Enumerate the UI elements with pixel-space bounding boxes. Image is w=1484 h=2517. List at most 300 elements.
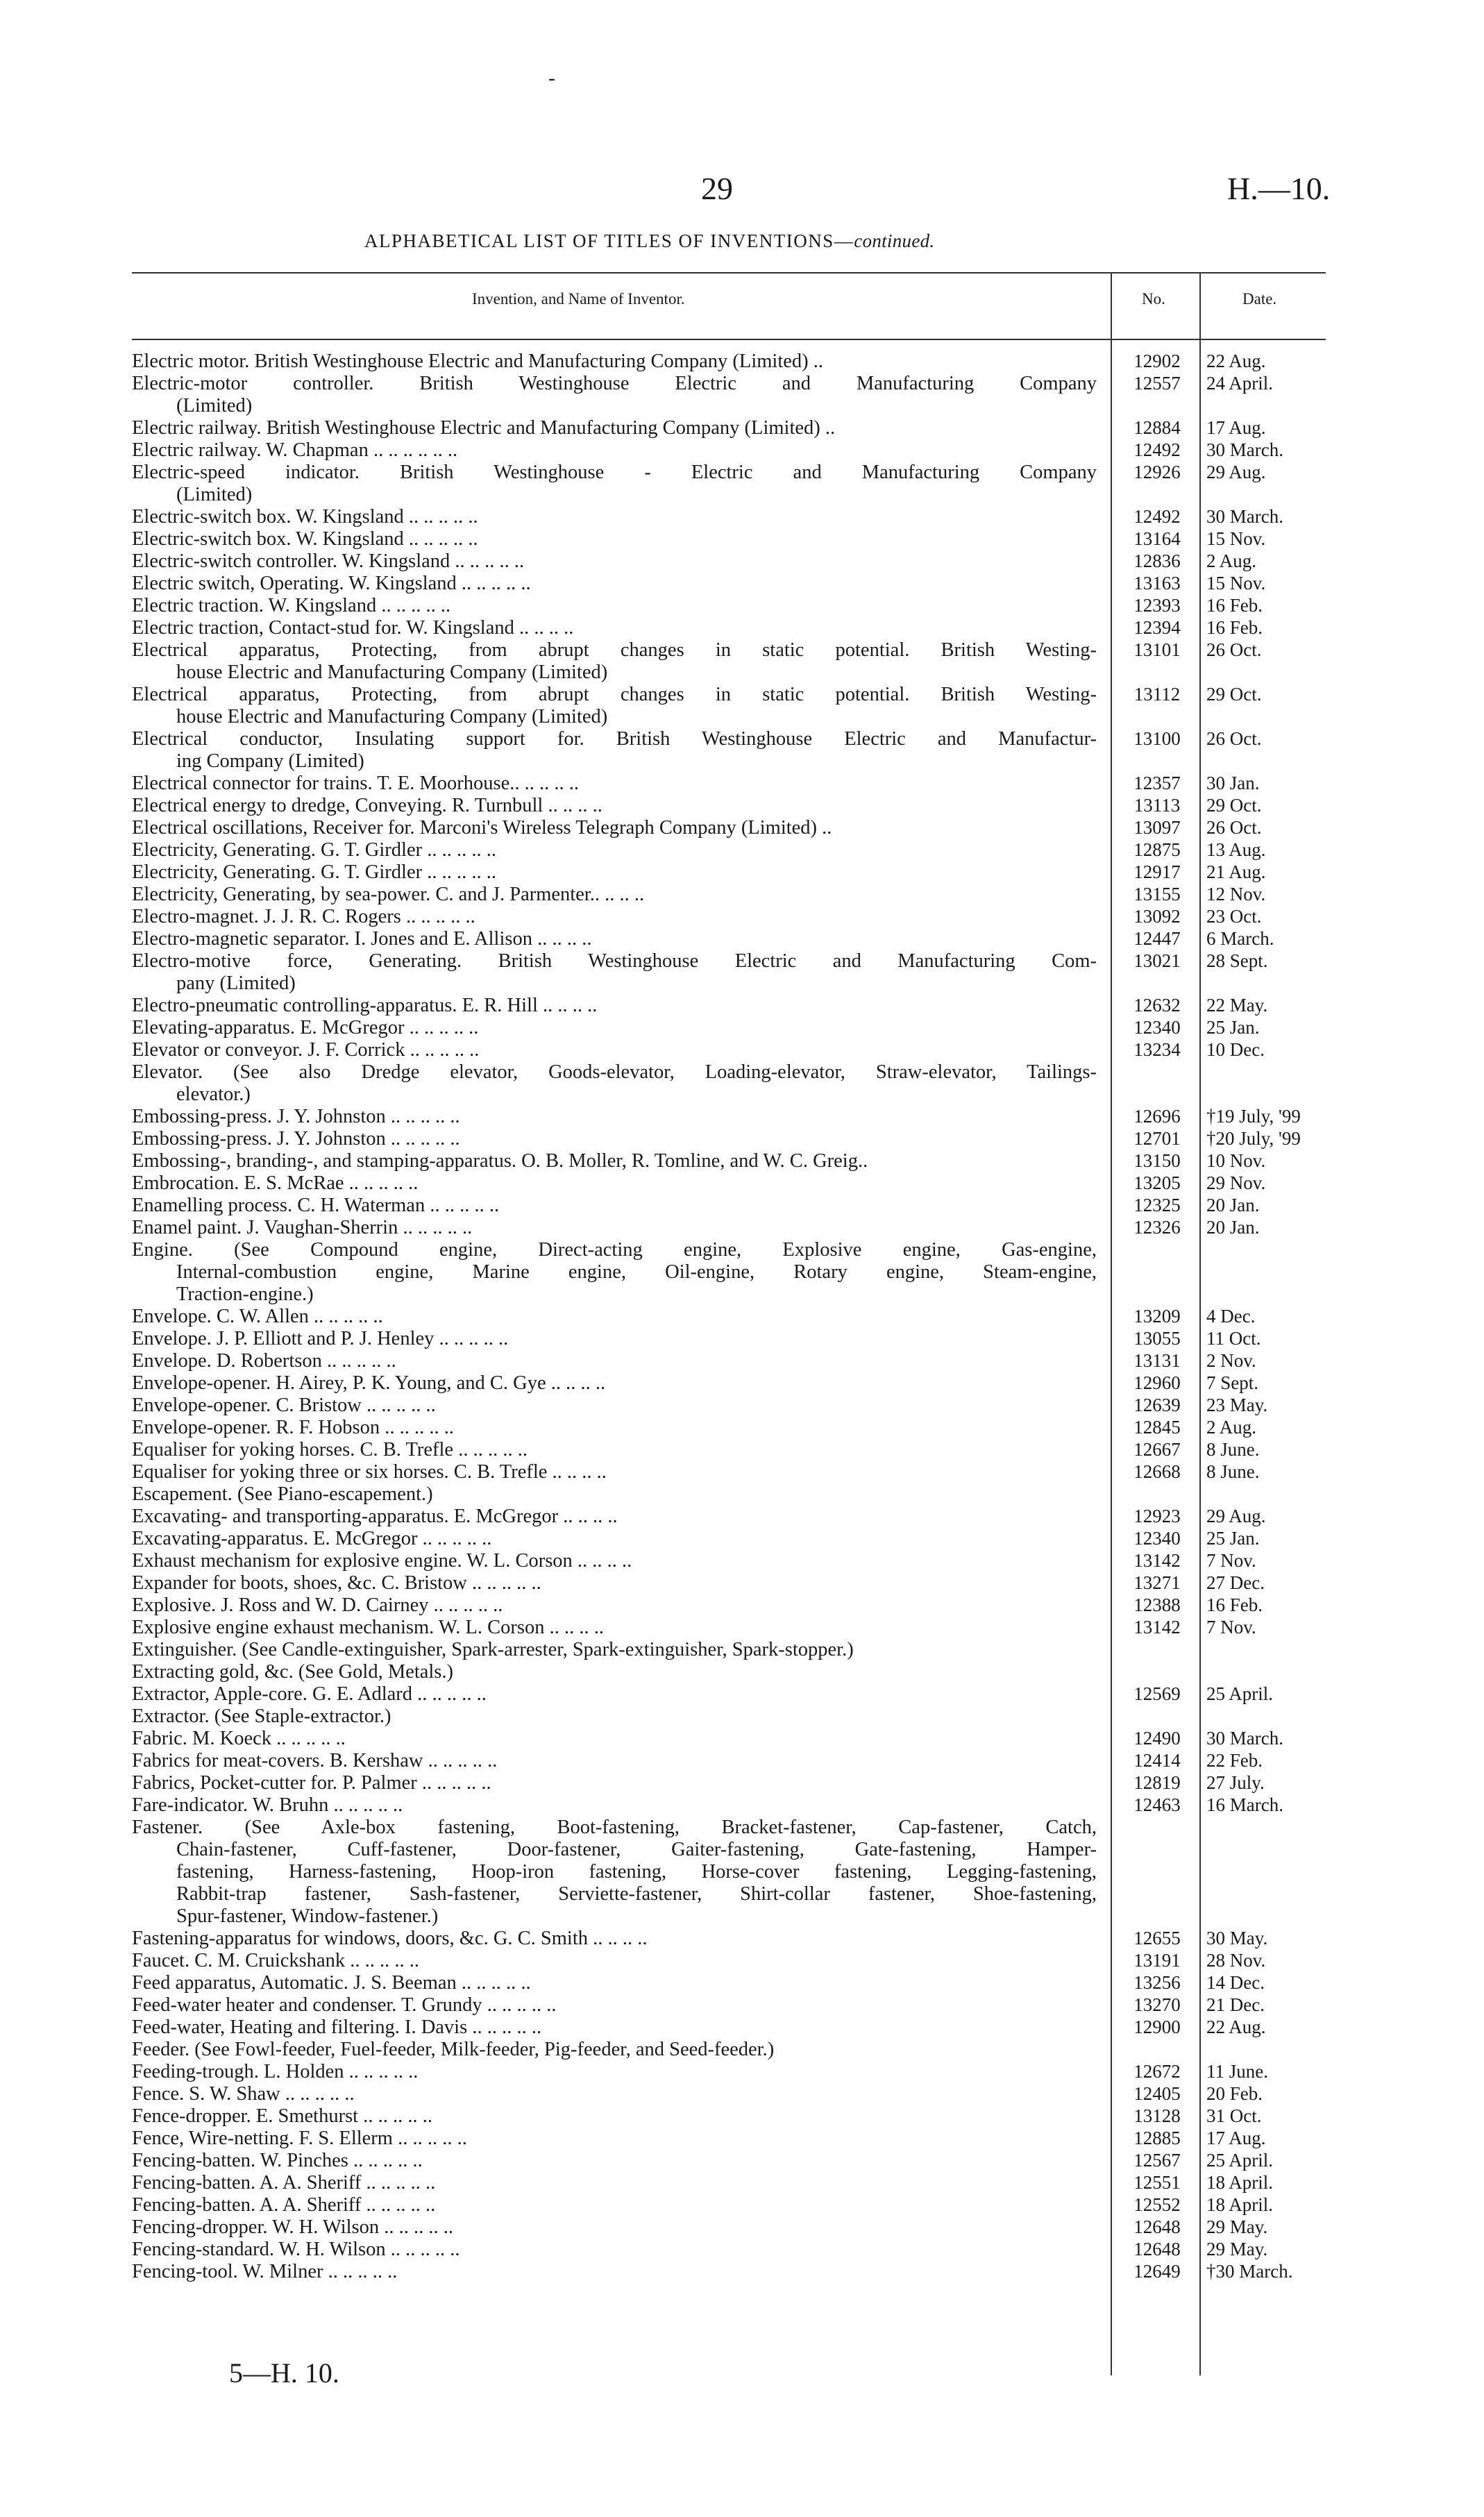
- invention-text: Electrical energy to dredge, Conveying. R. Turnbull .. .. .. ..: [132, 795, 602, 816]
- invention-entry: [132, 950, 1097, 995]
- invention-date: 8 June.: [1206, 1439, 1260, 1460]
- invention-number: 12569: [1133, 1683, 1181, 1704]
- invention-text: Fencing-tool. W. Milner .. .. .. .. ..: [132, 2261, 398, 2282]
- invention-text: Embossing-press. J. Y. Johnston .. .. .. .. ..: [132, 1128, 460, 1150]
- invention-entry: [132, 1683, 1097, 1706]
- invention-entry: [132, 2017, 1097, 2039]
- invention-entry: [132, 1172, 1097, 1195]
- invention-text: Feeding-trough. L. Holden .. .. .. .. ..: [132, 2061, 419, 2082]
- invention-entry: [132, 795, 1097, 817]
- invention-number: 13055: [1133, 1328, 1181, 1349]
- list-title: [364, 230, 1100, 252]
- invention-text: Envelope. C. W. Allen .. .. .. .. ..: [132, 1306, 383, 1327]
- invention-entry: [132, 2172, 1097, 2194]
- invention-entry: [132, 351, 1097, 373]
- invention-number: 12393: [1133, 595, 1181, 616]
- invention-entry: [132, 995, 1097, 1017]
- invention-number: 12639: [1133, 1395, 1181, 1415]
- invention-number: 12885: [1133, 2128, 1181, 2148]
- invention-number: 12388: [1133, 1594, 1181, 1615]
- invention-text-continued: (Limited): [176, 484, 253, 505]
- invention-entry: [132, 1239, 1097, 1306]
- invention-text: Envelope-opener. R. F. Hobson .. .. .. .. ..: [132, 1417, 454, 1438]
- invention-number: 12463: [1133, 1794, 1181, 1815]
- invention-text: Fencing-batten. W. Pinches .. .. .. .. ..: [132, 2150, 423, 2171]
- top-dash: -: [548, 67, 555, 90]
- invention-date: 29 Nov.: [1206, 1172, 1266, 1193]
- invention-number: 13164: [1133, 528, 1181, 549]
- invention-entry: [132, 1817, 1097, 1928]
- invention-text: Explosive engine exhaust mechanism. W. L. Corson .. .. .. ..: [132, 1617, 604, 1638]
- invention-date: 29 May.: [1206, 2239, 1268, 2259]
- invention-entry: [132, 1150, 1097, 1172]
- invention-date: 28 Sept.: [1206, 950, 1268, 971]
- invention-date: 26 Oct.: [1206, 728, 1262, 749]
- invention-date: 18 April.: [1206, 2172, 1274, 2193]
- invention-date: 25 April.: [1206, 1683, 1274, 1704]
- invention-entry: [132, 1506, 1097, 1528]
- invention-text: Fabrics for meat-covers. B. Kershaw .. .. .. .. ..: [132, 1750, 498, 1771]
- invention-number: 12819: [1133, 1772, 1181, 1793]
- page-number: 29: [701, 171, 733, 206]
- invention-text: Fastener. (See Axle-box fastening, Boot-fastening, Bracket-fastener, Cap-fastener, Catch,: [132, 1817, 1097, 1838]
- column-header-date: Date.: [1242, 290, 1277, 308]
- invention-entry: [132, 1483, 1097, 1506]
- invention-date: 27 Dec.: [1206, 1572, 1265, 1593]
- invention-number: 12357: [1133, 773, 1181, 793]
- invention-number: 12414: [1133, 1750, 1181, 1771]
- invention-number: 13092: [1133, 906, 1181, 927]
- invention-text-continued: house Electric and Manufacturing Company (Limited): [176, 706, 608, 727]
- invention-entry: [132, 1017, 1097, 1039]
- table-top-rule: [132, 272, 1326, 273]
- invention-entry: [132, 550, 1097, 573]
- invention-entry: [132, 2105, 1097, 2128]
- invention-date: 25 Jan.: [1206, 1017, 1260, 1038]
- invention-text: Fabric. M. Koeck .. .. .. .. ..: [132, 1728, 346, 1749]
- invention-text: Envelope-opener. H. Airey, P. K. Young, and C. Gye .. .. .. ..: [132, 1372, 606, 1394]
- invention-number: 13270: [1133, 1994, 1181, 2015]
- invention-text: Electro-pneumatic controlling-apparatus. E. R. Hill .. .. .. ..: [132, 995, 598, 1016]
- invention-entry: [132, 1794, 1097, 1817]
- invention-date: 22 Aug.: [1206, 351, 1266, 371]
- invention-number: 13128: [1133, 2105, 1181, 2126]
- invention-text: Fare-indicator. W. Bruhn .. .. .. .. ..: [132, 1794, 403, 1816]
- invention-text-continued: Rabbit-trap fastener, Sash-fastener, Serviette-fastener, Shirt-collar fastener, Shoe-fastening,: [176, 1883, 1097, 1905]
- invention-text: Electrical conductor, Insulating support for. British Westinghouse Electric and Manufactur-: [132, 728, 1097, 750]
- invention-date: 20 Feb.: [1206, 2083, 1263, 2104]
- invention-date: 17 Aug.: [1206, 417, 1266, 438]
- invention-entry: [132, 2239, 1097, 2261]
- invention-date: 21 Dec.: [1206, 1994, 1265, 2015]
- invention-entry: [132, 573, 1097, 595]
- invention-date: 22 Feb.: [1206, 1750, 1263, 1771]
- invention-text: Fence, Wire-netting. F. S. Ellerm .. .. .. .. ..: [132, 2128, 467, 2149]
- invention-text: Electricity, Generating, by sea-power. C. and J. Parmenter.. .. .. ..: [132, 884, 645, 905]
- invention-date: 30 March.: [1206, 1728, 1283, 1749]
- invention-number: 13191: [1133, 1950, 1181, 1971]
- invention-entry: [132, 1395, 1097, 1417]
- invention-date: 29 Oct.: [1206, 684, 1262, 705]
- invention-number: 13234: [1133, 1039, 1181, 1060]
- invention-text: Electric traction. W. Kingsland .. .. .. .. ..: [132, 595, 451, 616]
- invention-number: 13097: [1133, 817, 1181, 838]
- invention-entry: [132, 1128, 1097, 1150]
- invention-text: Fabrics, Pocket-cutter for. P. Palmer .. .. .. .. ..: [132, 1772, 491, 1794]
- invention-entry: [132, 684, 1097, 728]
- invention-text: Exhaust mechanism for explosive engine. W. L. Corson .. .. .. ..: [132, 1550, 632, 1572]
- invention-number: 12492: [1133, 439, 1181, 460]
- invention-date: †30 March.: [1206, 2261, 1293, 2282]
- invention-entry: [132, 1594, 1097, 1617]
- invention-entry: [132, 1217, 1097, 1239]
- invention-entry: [132, 906, 1097, 928]
- invention-date: 29 May.: [1206, 2216, 1268, 2237]
- invention-entry: [132, 1750, 1097, 1772]
- invention-entry: [132, 1994, 1097, 2017]
- invention-text: Electric railway. British Westinghouse Electric and Manufacturing Company (Limited) ..: [132, 417, 836, 439]
- invention-text: Excavating-apparatus. E. McGregor .. .. .. .. ..: [132, 1528, 492, 1549]
- invention-number: 13100: [1133, 728, 1181, 749]
- invention-date: 10 Dec.: [1206, 1039, 1265, 1060]
- invention-date: 25 April.: [1206, 2150, 1274, 2171]
- invention-entry: [132, 1039, 1097, 1061]
- document-reference: H.—10.: [1227, 171, 1331, 206]
- invention-text: Extractor, Apple-core. G. E. Adlard .. .. .. .. ..: [132, 1683, 487, 1705]
- invention-number: 12667: [1133, 1439, 1181, 1460]
- invention-number: 12875: [1133, 839, 1181, 860]
- invention-text-continued: fastening, Harness-fastening, Hoop-iron fastening, Horse-cover fastening, Legging-fastening,: [176, 1861, 1097, 1883]
- invention-number: 13112: [1133, 684, 1181, 705]
- invention-entry: [132, 1728, 1097, 1750]
- invention-date: 30 May.: [1206, 1928, 1268, 1948]
- invention-text: Electric traction, Contact-stud for. W. Kingsland .. .. .. ..: [132, 617, 574, 639]
- invention-date: 26 Oct.: [1206, 639, 1262, 660]
- invention-entry: [132, 1306, 1097, 1328]
- invention-date: 29 Aug.: [1206, 1506, 1266, 1526]
- invention-text: Electric-speed indicator. British Westinghouse - Electric and Manufacturing Company: [132, 462, 1097, 483]
- invention-date: 27 July.: [1206, 1772, 1265, 1793]
- invention-number: 12845: [1133, 1417, 1181, 1438]
- invention-date: 26 Oct.: [1206, 817, 1262, 838]
- invention-date: 17 Aug.: [1206, 2128, 1266, 2148]
- invention-entry: [132, 373, 1097, 417]
- invention-number: 12551: [1133, 2172, 1181, 2193]
- invention-text: Fencing-batten. A. A. Sheriff .. .. .. .. ..: [132, 2194, 436, 2216]
- invention-text: Extractor. (See Staple-extractor.): [132, 1706, 391, 1727]
- invention-number: 12326: [1133, 1217, 1181, 1238]
- invention-text: Embossing-, branding-, and stamping-apparatus. O. B. Moller, R. Tomline, and W. C. Greig..: [132, 1150, 868, 1172]
- invention-entry: [132, 884, 1097, 906]
- invention-text: Electric railway. W. Chapman .. .. .. .. .. ..: [132, 439, 458, 461]
- invention-text: Escapement. (See Piano-escapement.): [132, 1483, 433, 1505]
- invention-text-continued: house Electric and Manufacturing Company (Limited): [176, 662, 608, 683]
- invention-date: 13 Aug.: [1206, 839, 1266, 860]
- invention-number: 12557: [1133, 373, 1181, 394]
- invention-entry: [132, 2261, 1097, 2283]
- invention-number: 12447: [1133, 928, 1181, 949]
- invention-number: 12926: [1133, 462, 1181, 482]
- invention-text: Fence. S. W. Shaw .. .. .. .. ..: [132, 2083, 355, 2105]
- invention-text-continued: elevator.): [176, 1084, 251, 1105]
- invention-number: 13021: [1133, 950, 1181, 971]
- invention-date: †20 July, '99: [1206, 1128, 1301, 1149]
- invention-entry: [132, 817, 1097, 839]
- invention-date: 21 Aug.: [1206, 861, 1266, 882]
- invention-text: Feeder. (See Fowl-feeder, Fuel-feeder, Milk-feeder, Pig-feeder, and Seed-feeder.): [132, 2039, 775, 2060]
- invention-entry: [132, 1461, 1097, 1483]
- invention-entry: [132, 1706, 1097, 1728]
- invention-number: 12325: [1133, 1195, 1181, 1215]
- invention-text: Electrical connector for trains. T. E. Moorhouse.. .. .. .. ..: [132, 773, 579, 794]
- invention-number: 12923: [1133, 1506, 1181, 1526]
- invention-text: Expander for boots, shoes, &c. C. Bristow .. .. .. .. ..: [132, 1572, 541, 1594]
- invention-number: 13113: [1133, 795, 1181, 816]
- invention-date: 23 May.: [1206, 1395, 1268, 1415]
- invention-text: Electrical apparatus, Protecting, from abrupt changes in static potential. British Westing-: [132, 639, 1097, 661]
- invention-date: 31 Oct.: [1206, 2105, 1262, 2126]
- invention-text: Equaliser for yoking horses. C. B. Trefle .. .. .. .. ..: [132, 1439, 528, 1460]
- invention-text-continued: ing Company (Limited): [176, 750, 364, 772]
- invention-entry: [132, 1328, 1097, 1350]
- invention-entry: [132, 2150, 1097, 2172]
- invention-entry: [132, 1195, 1097, 1217]
- list-title-main: ALPHABETICAL LIST OF TITLES OF INVENTIONS—: [364, 230, 854, 251]
- invention-entry: [132, 1350, 1097, 1372]
- invention-entry: [132, 2061, 1097, 2083]
- invention-text: Extracting gold, &c. (See Gold, Metals.): [132, 1661, 454, 1683]
- invention-date: 16 March.: [1206, 1794, 1283, 1815]
- invention-entry: [132, 439, 1097, 462]
- invention-text: Electric-switch controller. W. Kingsland .. .. .. .. ..: [132, 550, 525, 572]
- invention-entry: [132, 595, 1097, 617]
- invention-entry: [132, 928, 1097, 950]
- invention-date: 12 Nov.: [1206, 884, 1266, 904]
- invention-text: Elevator or conveyor. J. F. Corrick .. .. .. .. ..: [132, 1039, 480, 1061]
- invention-text: Excavating- and transporting-apparatus. E. McGregor .. .. .. ..: [132, 1506, 618, 1527]
- invention-text: Elevating-apparatus. E. McGregor .. .. .. .. ..: [132, 1017, 479, 1038]
- invention-entry: [132, 639, 1097, 684]
- invention-date: 2 Aug.: [1206, 1417, 1257, 1438]
- column-header-number: No.: [1142, 290, 1165, 308]
- invention-number: 12672: [1133, 2061, 1181, 2082]
- invention-text: Enamelling process. C. H. Waterman .. .. .. .. ..: [132, 1195, 500, 1216]
- invention-text-continued: pany (Limited): [176, 973, 296, 994]
- invention-number: 13131: [1133, 1350, 1181, 1371]
- invention-entry: [132, 462, 1097, 506]
- invention-entry: [132, 506, 1097, 528]
- invention-entry: [132, 2216, 1097, 2239]
- invention-number: 12340: [1133, 1017, 1181, 1038]
- invention-number: 13142: [1133, 1617, 1181, 1638]
- invention-date: 16 Feb.: [1206, 617, 1263, 638]
- invention-date: 2 Aug.: [1206, 550, 1257, 571]
- invention-number: 12701: [1133, 1128, 1181, 1149]
- invention-text: Envelope. J. P. Elliott and P. J. Henley .. .. .. .. ..: [132, 1328, 509, 1349]
- table-header-rule: [132, 339, 1326, 340]
- invention-number: 13101: [1133, 639, 1181, 660]
- invention-text: Feed-water heater and condenser. T. Grundy .. .. .. .. ..: [132, 1994, 557, 2016]
- invention-text: Fencing-batten. A. A. Sheriff .. .. .. .. ..: [132, 2172, 436, 2194]
- invention-date: 7 Nov.: [1206, 1550, 1256, 1571]
- invention-entry: [132, 1950, 1097, 1972]
- invention-text: Electrical apparatus, Protecting, from abrupt changes in static potential. British Westing-: [132, 684, 1097, 705]
- invention-text-continued: Spur-fastener, Window-fastener.): [176, 1905, 439, 1927]
- invention-text: Fencing-standard. W. H. Wilson .. .. .. .. ..: [132, 2239, 460, 2260]
- invention-text: Electric-motor controller. British Westinghouse Electric and Manufacturing Company: [132, 373, 1097, 394]
- invention-text: Equaliser for yoking three or six horses. C. B. Trefle .. .. .. ..: [132, 1461, 607, 1483]
- invention-text: Extinguisher. (See Candle-extinguisher, Spark-arrester, Spark-extinguisher, Spark-stopper.): [132, 1639, 854, 1660]
- invention-text: Embossing-press. J. Y. Johnston .. .. .. .. ..: [132, 1106, 460, 1127]
- invention-entry: [132, 1928, 1097, 1950]
- invention-number: 13256: [1133, 1972, 1181, 1993]
- invention-text: Feed apparatus, Automatic. J. S. Beeman .. .. .. .. ..: [132, 1972, 531, 1994]
- invention-entry: [132, 2039, 1097, 2061]
- invention-entry: [132, 1372, 1097, 1395]
- invention-date: 10 Nov.: [1206, 1150, 1266, 1171]
- invention-text: Electro-magnet. J. J. R. C. Rogers .. .. .. .. ..: [132, 906, 475, 927]
- invention-date: 23 Oct.: [1206, 906, 1262, 927]
- invention-entry: [132, 1572, 1097, 1594]
- invention-entry: [132, 1617, 1097, 1639]
- invention-number: 12648: [1133, 2216, 1181, 2237]
- invention-date: 4 Dec.: [1206, 1306, 1256, 1327]
- invention-entry: [132, 2083, 1097, 2105]
- invention-entry: [132, 839, 1097, 861]
- invention-date: 7 Nov.: [1206, 1617, 1256, 1638]
- invention-entry: [132, 1528, 1097, 1550]
- invention-date: 30 Jan.: [1206, 773, 1260, 793]
- invention-entry: [132, 1661, 1097, 1683]
- invention-entry: [132, 528, 1097, 550]
- invention-text: Explosive. J. Ross and W. D. Cairney .. .. .. .. ..: [132, 1594, 503, 1616]
- invention-text-continued: Traction-engine.): [176, 1283, 314, 1305]
- invention-text: Envelope. D. Robertson .. .. .. .. ..: [132, 1350, 396, 1372]
- invention-entry: [132, 1639, 1097, 1661]
- invention-date: 16 Feb.: [1206, 1594, 1263, 1615]
- invention-number: 12884: [1133, 417, 1181, 438]
- invention-text: Enamel paint. J. Vaughan-Sherrin .. .. .. .. ..: [132, 1217, 473, 1238]
- invention-text-continued: (Limited): [176, 395, 253, 416]
- invention-number: 12668: [1133, 1461, 1181, 1482]
- invention-date: 8 June.: [1206, 1461, 1260, 1482]
- column-header-invention: Invention, and Name of Inventor.: [472, 290, 685, 308]
- column-divider-number: [1111, 272, 1112, 2375]
- invention-entry: [132, 773, 1097, 795]
- invention-number: 12648: [1133, 2239, 1181, 2259]
- invention-date: 22 Aug.: [1206, 2017, 1266, 2037]
- invention-date: 20 Jan.: [1206, 1217, 1260, 1238]
- invention-entry: [132, 1972, 1097, 1994]
- invention-text: Embrocation. E. S. McRae .. .. .. .. ..: [132, 1172, 419, 1194]
- invention-number: 12655: [1133, 1928, 1181, 1948]
- invention-text: Engine. (See Compound engine, Direct-acting engine, Explosive engine, Gas-engine,: [132, 1239, 1097, 1261]
- invention-date: 14 Dec.: [1206, 1972, 1265, 1993]
- invention-number: 13150: [1133, 1150, 1181, 1171]
- invention-number: 12960: [1133, 1372, 1181, 1393]
- invention-number: 12405: [1133, 2083, 1181, 2104]
- invention-date: 2 Nov.: [1206, 1350, 1256, 1371]
- invention-entry: [132, 1550, 1097, 1572]
- invention-text: Elevator. (See also Dredge elevator, Goods-elevator, Loading-elevator, Straw-elevator, Tailings-: [132, 1061, 1097, 1083]
- invention-date: 25 Jan.: [1206, 1528, 1260, 1549]
- invention-text: Electricity, Generating. G. T. Girdler .. .. .. .. ..: [132, 861, 496, 883]
- invention-entry: [132, 2194, 1097, 2216]
- invention-text: Fencing-dropper. W. H. Wilson .. .. .. .. ..: [132, 2216, 454, 2238]
- invention-entry: [132, 1439, 1097, 1461]
- invention-text: Electric motor. British Westinghouse Electric and Manufacturing Company (Limited) ..: [132, 351, 824, 372]
- invention-number: 12900: [1133, 2017, 1181, 2037]
- invention-number: 13271: [1133, 1572, 1181, 1593]
- invention-date: 6 March.: [1206, 928, 1274, 949]
- invention-date: 16 Feb.: [1206, 595, 1263, 616]
- invention-date: 15 Nov.: [1206, 528, 1266, 549]
- invention-number: 13163: [1133, 573, 1181, 594]
- invention-date: 30 March.: [1206, 439, 1283, 460]
- invention-entry: [132, 728, 1097, 773]
- invention-number: 12902: [1133, 351, 1181, 371]
- invention-date: 11 June.: [1206, 2061, 1268, 2082]
- invention-text-continued: Chain-fastener, Cuff-fastener, Door-fastener, Gaiter-fastening, Gate-fastening, Hamper-: [176, 1839, 1097, 1860]
- invention-text: Electrical oscillations, Receiver for. Marconi's Wireless Telegraph Company (Limited) ..: [132, 817, 832, 839]
- invention-entry: [132, 1772, 1097, 1794]
- invention-entry: [132, 1417, 1097, 1439]
- invention-date: 20 Jan.: [1206, 1195, 1260, 1215]
- invention-date: 11 Oct.: [1206, 1328, 1261, 1349]
- invention-entry: [132, 417, 1097, 439]
- invention-number: 12490: [1133, 1728, 1181, 1749]
- invention-number: 13209: [1133, 1306, 1181, 1327]
- invention-number: 12567: [1133, 2150, 1181, 2171]
- invention-entry: [132, 1106, 1097, 1128]
- invention-number: 12394: [1133, 617, 1181, 638]
- invention-entry: [132, 2128, 1097, 2150]
- invention-text: Electro-motive force, Generating. British Westinghouse Electric and Manufacturing Com-: [132, 950, 1097, 972]
- invention-text: Electricity, Generating. G. T. Girdler .. .. .. .. ..: [132, 839, 496, 861]
- invention-text: Fence-dropper. E. Smethurst .. .. .. .. ..: [132, 2105, 432, 2127]
- invention-number: 12552: [1133, 2194, 1181, 2215]
- invention-date: 28 Nov.: [1206, 1950, 1266, 1971]
- invention-text: Electric switch, Operating. W. Kingsland .. .. .. .. ..: [132, 573, 531, 594]
- invention-text: Feed-water, Heating and filtering. I. Davis .. .. .. .. ..: [132, 2017, 542, 2038]
- invention-date: 18 April.: [1206, 2194, 1274, 2215]
- invention-number: 12340: [1133, 1528, 1181, 1549]
- invention-number: 13142: [1133, 1550, 1181, 1571]
- footer-signature: 5—H. 10.: [229, 2357, 339, 2389]
- invention-date: 30 March.: [1206, 506, 1283, 527]
- invention-entry: [132, 1061, 1097, 1106]
- list-title-continued: continued.: [854, 230, 935, 251]
- invention-text: Electric-switch box. W. Kingsland .. .. .. .. ..: [132, 506, 478, 528]
- invention-date: 22 May.: [1206, 995, 1268, 1016]
- invention-number: 13205: [1133, 1172, 1181, 1193]
- invention-number: 12917: [1133, 861, 1181, 882]
- invention-number: 12492: [1133, 506, 1181, 527]
- invention-date: 15 Nov.: [1206, 573, 1266, 594]
- invention-text: Envelope-opener. C. Bristow .. .. .. .. ..: [132, 1395, 436, 1416]
- column-divider-date: [1199, 272, 1201, 2375]
- invention-date: †19 July, '99: [1206, 1106, 1301, 1127]
- invention-text: Electro-magnetic separator. I. Jones and E. Allison .. .. .. ..: [132, 928, 592, 950]
- invention-text: Fastening-apparatus for windows, doors, &c. G. C. Smith .. .. .. ..: [132, 1928, 648, 1949]
- invention-entry: [132, 861, 1097, 884]
- invention-number: 12836: [1133, 550, 1181, 571]
- invention-text-continued: Internal-combustion engine, Marine engine, Oil-engine, Rotary engine, Steam-engine,: [176, 1261, 1097, 1283]
- invention-number: 12649: [1133, 2261, 1181, 2282]
- invention-entry: [132, 617, 1097, 639]
- invention-date: 7 Sept.: [1206, 1372, 1259, 1393]
- invention-date: 29 Aug.: [1206, 462, 1266, 482]
